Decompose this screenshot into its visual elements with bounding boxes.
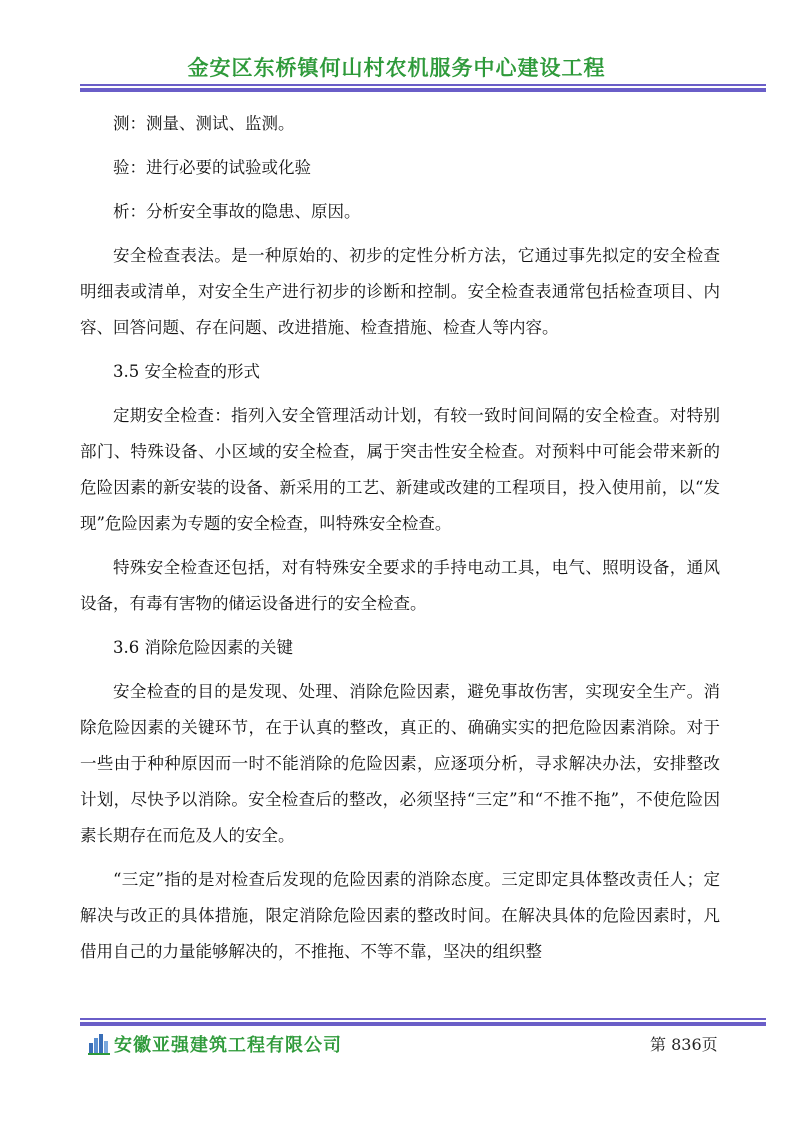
body-paragraph: 测：测量、测试、监测。 xyxy=(113,114,295,133)
footer-company xyxy=(88,1030,342,1058)
footer-company-name: 安徽亚强建筑工程有限公司 xyxy=(114,1035,342,1056)
document-header-title: 金安区东桥镇何山村农机服务中心建设工程 xyxy=(187,56,606,80)
footer-divider xyxy=(80,1018,766,1026)
body-paragraph: 验：进行必要的试验或化验 xyxy=(113,158,311,177)
body-paragraph: 析：分析安全事故的隐患、原因。 xyxy=(113,202,361,221)
building-logo-icon xyxy=(88,1033,110,1055)
page-number: 第 836页 xyxy=(650,1035,718,1054)
body-paragraph: 安全检查的目的是发现、处理、消除危险因素，避免事故伤害，实现安全生产。消除危险因素的关键环节，在于认真的整改，真正的、确确实实的把危险因素消除。对于一些由于种种原因而一时不能消除的危险因素，应逐项分析，寻求解决办法，安排整改计划，尽快予以消除。安全检查后的整改，必须坚持“三定”和“不推不拖”，不使危险因素长期存在而危及人的安全。 xyxy=(80,682,720,845)
section-heading: 3.6 消除危险因素的关键 xyxy=(113,638,293,657)
document-body xyxy=(80,106,720,978)
body-paragraph: “三定”指的是对检查后发现的危险因素的消除态度。三定即定具体整改责任人；定解决与改正的具体措施，限定消除危险因素的整改时间。在解决具体的危险因素时，凡借用自己的力量能够解决的，不推拖、不等不靠，坚决的组织整 xyxy=(80,870,720,961)
body-paragraph: 特殊安全检查还包括，对有特殊安全要求的手持电动工具，电气、照明设备，通风设备，有毒有害物的储运设备进行的安全检查。 xyxy=(80,558,720,613)
section-heading: 3.5 安全检查的形式 xyxy=(113,362,260,381)
header-divider xyxy=(80,84,766,92)
body-paragraph: 安全检查表法。是一种原始的、初步的定性分析方法，它通过事先拟定的安全检查明细表或清单，对安全生产进行初步的诊断和控制。安全检查表通常包括检查项目、内容、回答问题、存在问题、改进措施、检查措施、检查人等内容。 xyxy=(80,246,720,337)
body-paragraph: 定期安全检查：指列入安全管理活动计划，有较一致时间间隔的安全检查。对特别部门、特殊设备、小区域的安全检查，属于突击性安全检查。对预料中可能会带来新的危险因素的新安装的设备、新采用的工艺、新建或改建的工程项目，投入使用前，以“发现”危险因素为专题的安全检查，叫特殊安全检查。 xyxy=(80,406,720,533)
